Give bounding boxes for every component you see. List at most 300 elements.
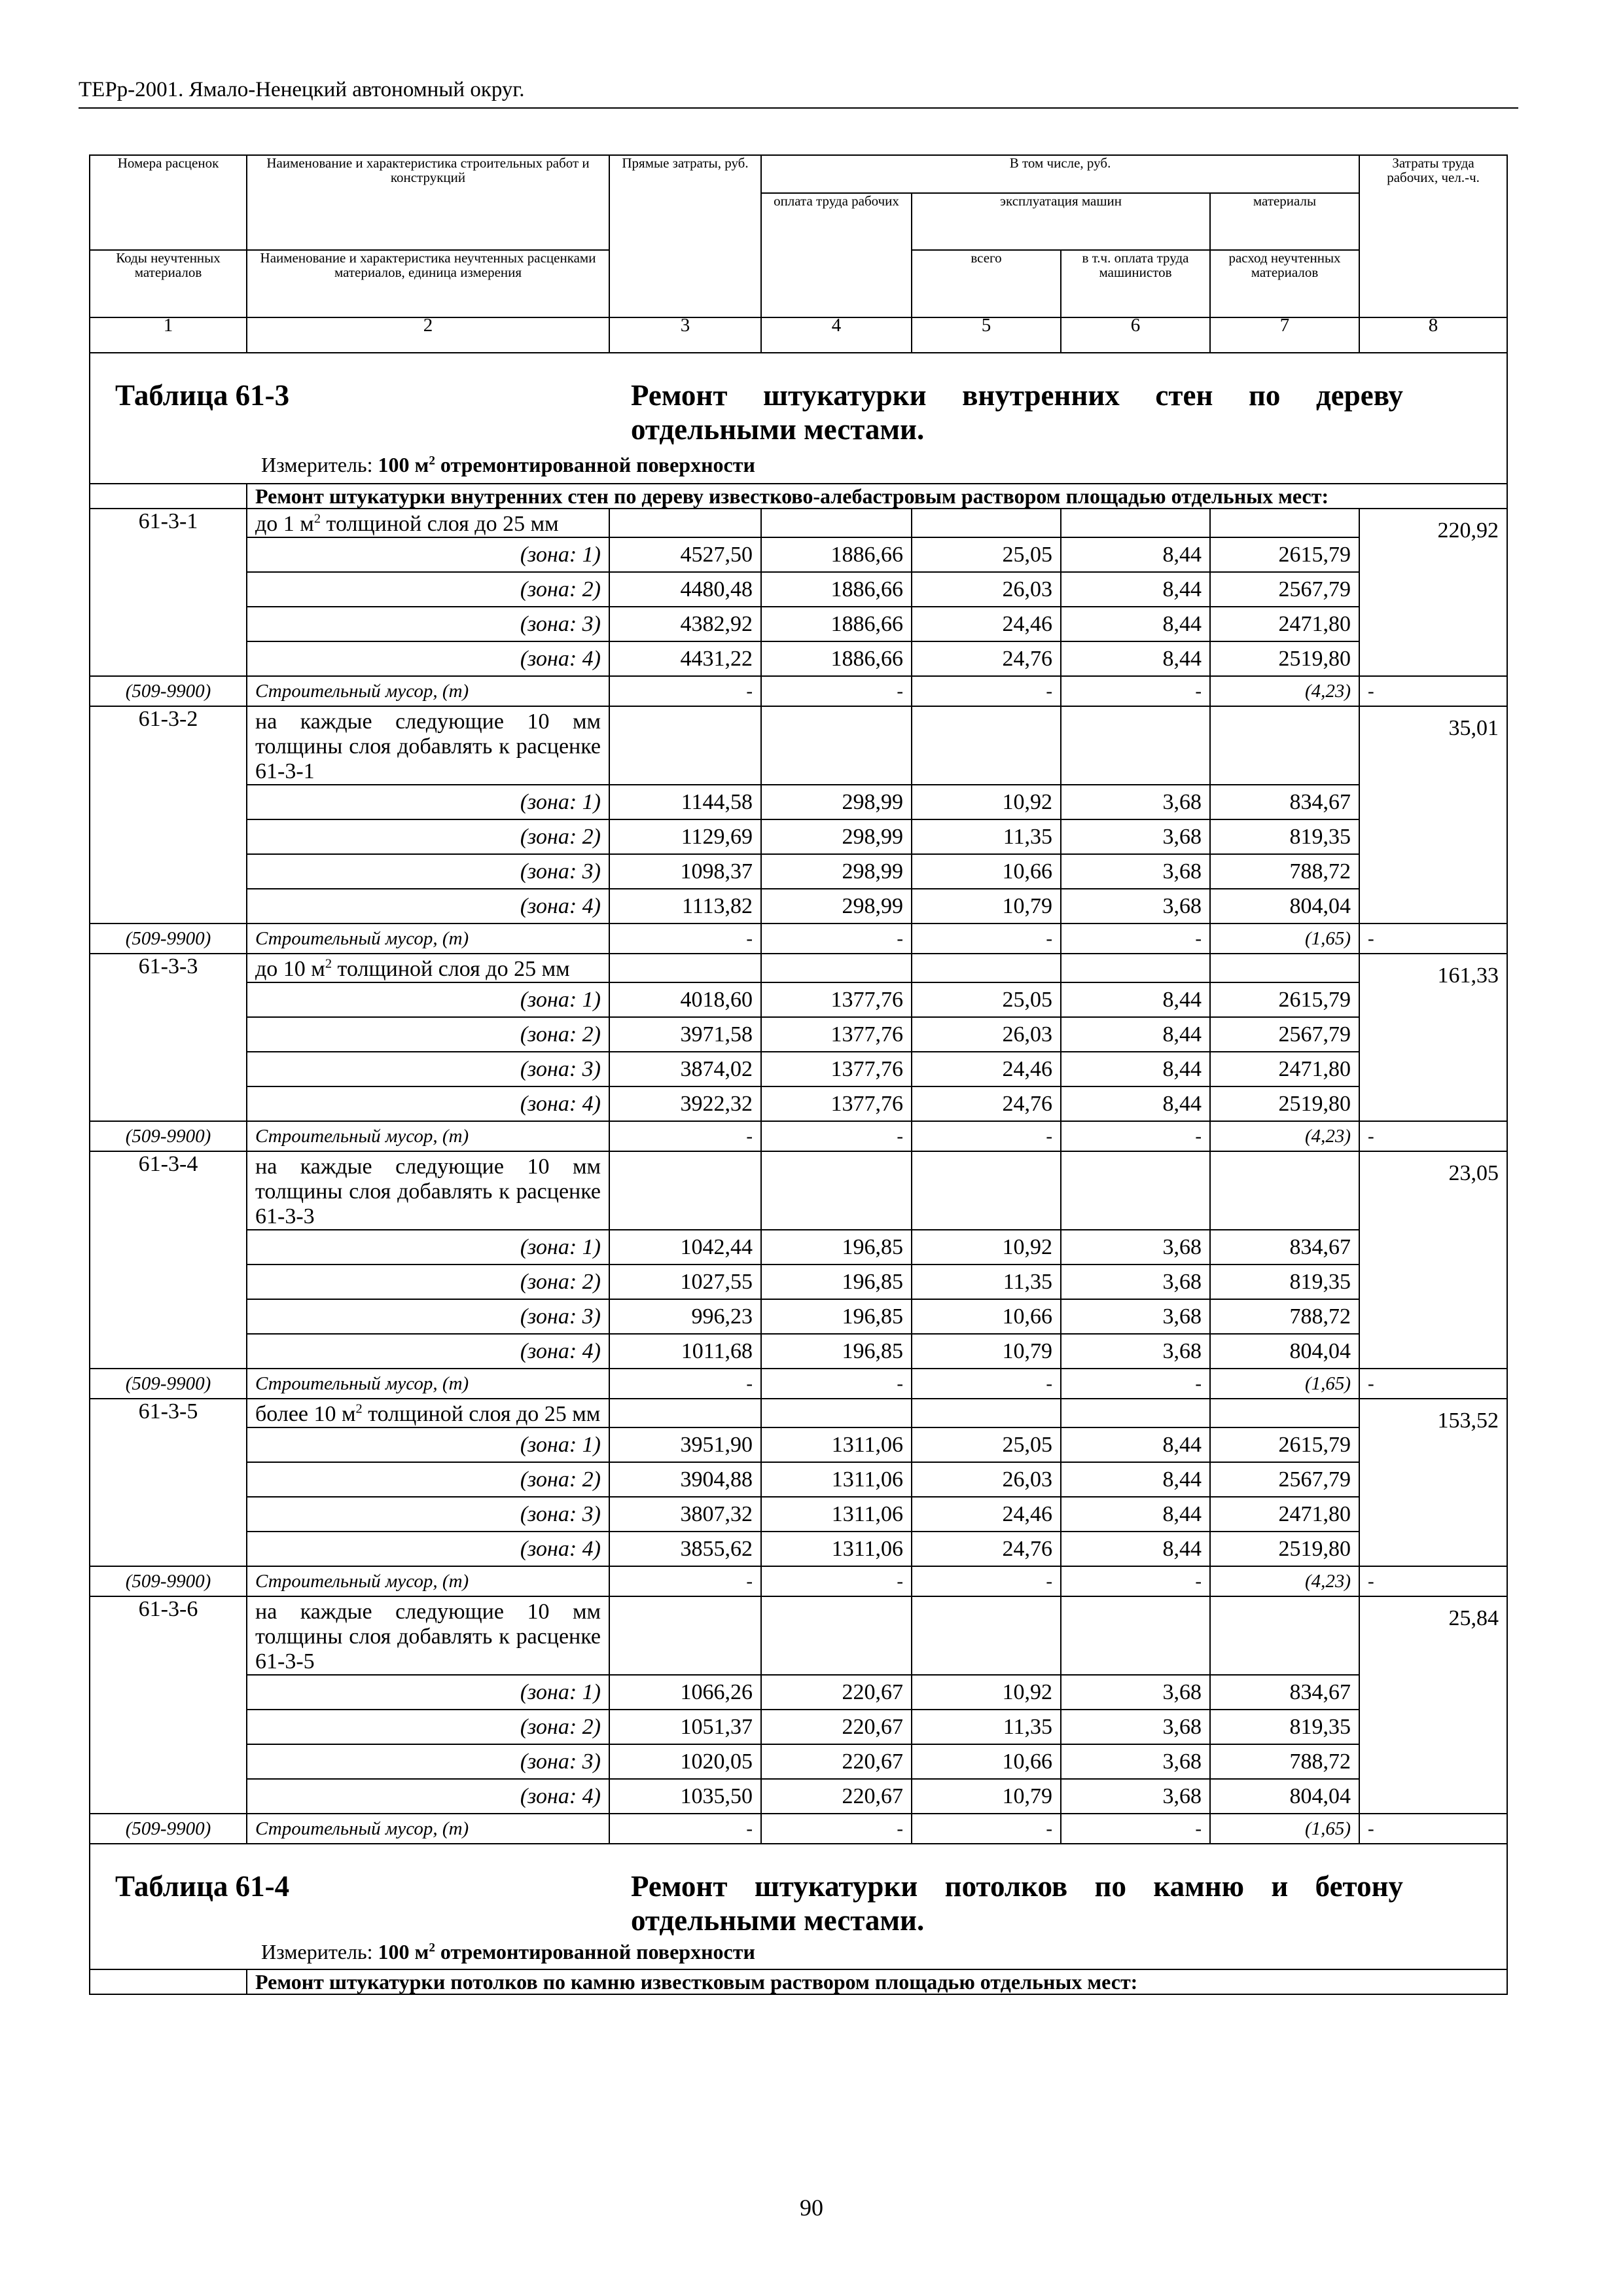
rate-description — [247, 1596, 609, 1675]
materials-cost: 788,72 — [1210, 854, 1359, 889]
material-code: (509-9900) — [90, 676, 247, 706]
direct-cost: 4382,92 — [609, 607, 761, 641]
machines-total: 10,92 — [912, 1230, 1061, 1265]
machines-total: 10,92 — [912, 1675, 1061, 1710]
rate-item-row — [90, 1596, 1507, 1675]
zone-row — [90, 1086, 1507, 1121]
material-name: Строительный мусор, (т) — [247, 676, 609, 706]
materials-cost: 2567,79 — [1210, 572, 1359, 607]
material-dash: - — [1359, 924, 1507, 954]
page-number: 90 — [800, 2195, 823, 2221]
material-dash: - — [1061, 1121, 1210, 1151]
zone-label: (зона: 4) — [247, 1086, 609, 1121]
col-number: 7 — [1210, 317, 1359, 353]
operators-pay: 3,68 — [1061, 1230, 1210, 1265]
desc-text: более 10 м — [255, 1402, 356, 1426]
zone-row — [90, 819, 1507, 854]
workers-pay: 1377,76 — [761, 982, 912, 1017]
table-name: Ремонт штукатурки внутренних стен по дереву отдельными местами. — [631, 379, 1403, 446]
zone-label: (зона: 3) — [247, 1744, 609, 1779]
zone-row — [90, 1710, 1507, 1744]
operators-pay: 8,44 — [1061, 641, 1210, 676]
zone-row — [90, 1427, 1507, 1462]
operators-pay: 3,68 — [1061, 1334, 1210, 1369]
machines-total: 10,79 — [912, 1334, 1061, 1369]
zone-label: (зона: 1) — [247, 785, 609, 819]
material-dash: - — [1359, 1814, 1507, 1844]
zone-label: (зона: 3) — [247, 1052, 609, 1086]
desc-text: на каждые следующие 10 мм толщины слоя добавлять к расценке 61-3-1 — [255, 709, 601, 783]
direct-cost: 996,23 — [609, 1299, 761, 1334]
material-dash: - — [609, 1814, 761, 1844]
materials-cost: 819,35 — [1210, 1265, 1359, 1299]
machines-total: 24,76 — [912, 641, 1061, 676]
zone-label: (зона: 1) — [247, 982, 609, 1017]
material-dash: - — [1359, 1369, 1507, 1399]
desc-sup: 2 — [355, 1401, 363, 1416]
desc-text-post: толщиной слоя до 25 мм — [326, 512, 559, 536]
workers-pay: 1311,06 — [761, 1427, 912, 1462]
operators-pay: 8,44 — [1061, 1497, 1210, 1532]
material-dash: - — [912, 1566, 1061, 1596]
table-meter — [261, 1940, 755, 1964]
meter-sup: 2 — [429, 1941, 435, 1955]
materials-cost: 819,35 — [1210, 819, 1359, 854]
machines-total: 11,35 — [912, 819, 1061, 854]
material-dash: - — [912, 1369, 1061, 1399]
zone-row — [90, 1675, 1507, 1710]
material-dash: - — [609, 1566, 761, 1596]
direct-cost: 3855,62 — [609, 1532, 761, 1566]
operators-pay: 8,44 — [1061, 1462, 1210, 1497]
zone-row — [90, 1744, 1507, 1779]
materials-cost: 834,67 — [1210, 1675, 1359, 1710]
zone-label: (зона: 1) — [247, 1675, 609, 1710]
col-number: 8 — [1359, 317, 1507, 353]
material-dash: - — [761, 1566, 912, 1596]
col-operators-pay: в т.ч. оплата труда машинистов — [1061, 250, 1210, 317]
zone-label: (зона: 4) — [247, 1779, 609, 1814]
workers-pay: 1886,66 — [761, 572, 912, 607]
section-title: Ремонт штукатурки потолков по камню известковым раствором площадью отдельных мест: — [247, 1969, 1507, 1994]
desc-sup: 2 — [325, 956, 332, 971]
direct-cost: 3874,02 — [609, 1052, 761, 1086]
material-dash: - — [912, 676, 1061, 706]
zone-label: (зона: 4) — [247, 641, 609, 676]
material-row — [90, 1566, 1507, 1596]
rate-item-row — [90, 1151, 1507, 1230]
workers-pay: 298,99 — [761, 819, 912, 854]
direct-cost: 1011,68 — [609, 1334, 761, 1369]
operators-pay: 8,44 — [1061, 982, 1210, 1017]
machines-total: 11,35 — [912, 1710, 1061, 1744]
rate-description — [247, 954, 609, 982]
operators-pay: 8,44 — [1061, 1052, 1210, 1086]
operators-pay: 3,68 — [1061, 785, 1210, 819]
zone-label: (зона: 2) — [247, 819, 609, 854]
operators-pay: 3,68 — [1061, 1779, 1210, 1814]
section-title: Ремонт штукатурки внутренних стен по дереву известково-алебастровым раствором площадью отдельных мест: — [247, 484, 1507, 509]
direct-cost: 3951,90 — [609, 1427, 761, 1462]
rate-code: 61-3-3 — [90, 954, 247, 1121]
zone-label: (зона: 2) — [247, 572, 609, 607]
rate-item-row — [90, 1399, 1507, 1427]
zone-label: (зона: 1) — [247, 537, 609, 572]
machines-total: 24,46 — [912, 607, 1061, 641]
zone-label: (зона: 2) — [247, 1462, 609, 1497]
col-work-name: Наименование и характеристика строительных работ и конструкций — [247, 155, 609, 250]
operators-pay: 3,68 — [1061, 854, 1210, 889]
section-row — [90, 1969, 1507, 1994]
rate-description — [247, 1151, 609, 1230]
zone-row — [90, 641, 1507, 676]
zone-label: (зона: 3) — [247, 607, 609, 641]
materials-cost: 2519,80 — [1210, 1532, 1359, 1566]
table-number: Таблица 61-3 — [115, 379, 290, 412]
machines-total: 10,79 — [912, 889, 1061, 924]
material-dash: - — [1359, 1121, 1507, 1151]
materials-cost: 804,04 — [1210, 1779, 1359, 1814]
direct-cost: 1113,82 — [609, 889, 761, 924]
material-name: Строительный мусор, (т) — [247, 1369, 609, 1399]
operators-pay: 3,68 — [1061, 889, 1210, 924]
machines-total: 25,05 — [912, 982, 1061, 1017]
material-code: (509-9900) — [90, 924, 247, 954]
workers-pay: 196,85 — [761, 1299, 912, 1334]
material-dash: - — [761, 1121, 912, 1151]
material-dash: - — [912, 1121, 1061, 1151]
materials-cost: 2471,80 — [1210, 1052, 1359, 1086]
zone-row — [90, 1532, 1507, 1566]
materials-cost: 788,72 — [1210, 1744, 1359, 1779]
operators-pay: 8,44 — [1061, 537, 1210, 572]
machines-total: 26,03 — [912, 572, 1061, 607]
material-name: Строительный мусор, (т) — [247, 1121, 609, 1151]
workers-pay: 220,67 — [761, 1744, 912, 1779]
material-code: (509-9900) — [90, 1814, 247, 1844]
material-name: Строительный мусор, (т) — [247, 1566, 609, 1596]
col-labor-costs: Затраты труда рабочих, чел.-ч. — [1359, 155, 1507, 317]
workers-pay: 1886,66 — [761, 537, 912, 572]
material-dash: - — [1061, 676, 1210, 706]
material-dash: - — [761, 1369, 912, 1399]
workers-pay: 196,85 — [761, 1265, 912, 1299]
col-material-names: Наименование и характеристика неучтенных расценками материалов, единица измерения — [247, 250, 609, 317]
col-workers-pay: оплата труда рабочих — [761, 193, 912, 317]
workers-pay: 298,99 — [761, 889, 912, 924]
table-title-block — [90, 1844, 1507, 1969]
direct-cost: 4431,22 — [609, 641, 761, 676]
zone-label: (зона: 2) — [247, 1710, 609, 1744]
machines-total: 10,66 — [912, 1299, 1061, 1334]
workers-pay: 1311,06 — [761, 1462, 912, 1497]
workers-pay: 1886,66 — [761, 641, 912, 676]
meter-rest: отремонтированной поверхности — [440, 453, 755, 476]
running-header — [79, 77, 1518, 109]
direct-cost: 3807,32 — [609, 1497, 761, 1532]
col-material-codes: Коды неучтенных материалов — [90, 250, 247, 317]
desc-text: на каждые следующие 10 мм толщины слоя добавлять к расценке 61-3-3 — [255, 1155, 601, 1229]
rate-code: 61-3-1 — [90, 509, 247, 676]
operators-pay: 3,68 — [1061, 1265, 1210, 1299]
col-including: В том числе, руб. — [761, 155, 1359, 193]
materials-cost: 2567,79 — [1210, 1017, 1359, 1052]
direct-cost: 1129,69 — [609, 819, 761, 854]
operators-pay: 8,44 — [1061, 1532, 1210, 1566]
material-row — [90, 676, 1507, 706]
zone-label: (зона: 2) — [247, 1017, 609, 1052]
direct-cost: 1035,50 — [609, 1779, 761, 1814]
zone-row — [90, 572, 1507, 607]
labor-value: 23,05 — [1359, 1151, 1507, 1369]
meter-value: 100 м — [378, 453, 429, 476]
materials-cost: 834,67 — [1210, 1230, 1359, 1265]
labor-value: 25,84 — [1359, 1596, 1507, 1814]
material-dash: - — [1359, 676, 1507, 706]
labor-value: 153,52 — [1359, 1399, 1507, 1566]
table-title-block — [90, 353, 1507, 484]
machines-total: 10,92 — [912, 785, 1061, 819]
material-dash: - — [1061, 924, 1210, 954]
materials-cost: 804,04 — [1210, 1334, 1359, 1369]
materials-cost: 2471,80 — [1210, 607, 1359, 641]
operators-pay: 3,68 — [1061, 1299, 1210, 1334]
meter-label: Измеритель: — [261, 1940, 373, 1964]
section-row — [90, 484, 1507, 509]
col-total: всего — [912, 250, 1061, 317]
zone-row — [90, 1462, 1507, 1497]
zone-label: (зона: 3) — [247, 1299, 609, 1334]
workers-pay: 298,99 — [761, 785, 912, 819]
machines-total: 26,03 — [912, 1462, 1061, 1497]
material-dash: - — [609, 1121, 761, 1151]
workers-pay: 1377,76 — [761, 1017, 912, 1052]
rate-item-row — [90, 954, 1507, 982]
material-code: (509-9900) — [90, 1369, 247, 1399]
labor-value: 220,92 — [1359, 509, 1507, 676]
col-unaccounted-materials: расход неучтенных материалов — [1210, 250, 1359, 317]
operators-pay: 3,68 — [1061, 1744, 1210, 1779]
direct-cost: 1066,26 — [609, 1675, 761, 1710]
workers-pay: 220,67 — [761, 1779, 912, 1814]
operators-pay: 8,44 — [1061, 1017, 1210, 1052]
machines-total: 26,03 — [912, 1017, 1061, 1052]
table-number: Таблица 61-4 — [115, 1870, 290, 1903]
material-dash: - — [1359, 1566, 1507, 1596]
col-number: 1 — [90, 317, 247, 353]
operators-pay: 3,68 — [1061, 1710, 1210, 1744]
machines-total: 10,66 — [912, 854, 1061, 889]
machines-total: 11,35 — [912, 1265, 1061, 1299]
zone-row — [90, 1230, 1507, 1265]
workers-pay: 1311,06 — [761, 1497, 912, 1532]
zone-label: (зона: 2) — [247, 1265, 609, 1299]
direct-cost: 1027,55 — [609, 1265, 761, 1299]
zone-row — [90, 537, 1507, 572]
direct-cost: 4018,60 — [609, 982, 761, 1017]
material-amount: (4,23) — [1210, 1121, 1359, 1151]
materials-cost: 2615,79 — [1210, 982, 1359, 1017]
zone-label: (зона: 4) — [247, 1532, 609, 1566]
zone-row — [90, 1779, 1507, 1814]
material-amount: (1,65) — [1210, 1369, 1359, 1399]
direct-cost: 3904,88 — [609, 1462, 761, 1497]
operators-pay: 8,44 — [1061, 572, 1210, 607]
machines-total: 24,76 — [912, 1532, 1061, 1566]
direct-cost: 1098,37 — [609, 854, 761, 889]
workers-pay: 1377,76 — [761, 1086, 912, 1121]
machines-total: 25,05 — [912, 537, 1061, 572]
col-number: 4 — [761, 317, 912, 353]
zone-row — [90, 1497, 1507, 1532]
col-machine-operation: эксплуатация машин — [912, 193, 1210, 250]
running-header-text: ТЕРр-2001. Ямало-Ненецкий автономный округ. — [79, 78, 525, 101]
rate-code: 61-3-4 — [90, 1151, 247, 1369]
material-dash: - — [1061, 1814, 1210, 1844]
zone-label: (зона: 4) — [247, 1334, 609, 1369]
direct-cost: 4480,48 — [609, 572, 761, 607]
material-name: Строительный мусор, (т) — [247, 1814, 609, 1844]
materials-cost: 2519,80 — [1210, 1086, 1359, 1121]
rate-code: 61-3-2 — [90, 706, 247, 924]
rates-table — [89, 154, 1508, 1995]
workers-pay: 196,85 — [761, 1334, 912, 1369]
material-row — [90, 1814, 1507, 1844]
operators-pay: 3,68 — [1061, 819, 1210, 854]
materials-cost: 2519,80 — [1210, 641, 1359, 676]
material-dash: - — [609, 924, 761, 954]
rate-description — [247, 509, 609, 537]
table-body — [90, 353, 1507, 1994]
zone-label: (зона: 4) — [247, 889, 609, 924]
material-row — [90, 1369, 1507, 1399]
material-code: (509-9900) — [90, 1566, 247, 1596]
machines-total: 10,79 — [912, 1779, 1061, 1814]
material-dash: - — [609, 676, 761, 706]
materials-cost: 834,67 — [1210, 785, 1359, 819]
materials-cost: 2615,79 — [1210, 1427, 1359, 1462]
workers-pay: 298,99 — [761, 854, 912, 889]
material-dash: - — [761, 676, 912, 706]
workers-pay: 196,85 — [761, 1230, 912, 1265]
rate-description — [247, 1399, 609, 1427]
zone-row — [90, 607, 1507, 641]
table-meter — [261, 453, 755, 477]
machines-total: 24,46 — [912, 1052, 1061, 1086]
rate-code: 61-3-6 — [90, 1596, 247, 1814]
col-rate-numbers: Номера расценок — [90, 155, 247, 250]
zone-row — [90, 982, 1507, 1017]
labor-value: 35,01 — [1359, 706, 1507, 924]
zone-row — [90, 854, 1507, 889]
operators-pay: 8,44 — [1061, 607, 1210, 641]
material-dash: - — [912, 1814, 1061, 1844]
materials-cost: 2615,79 — [1210, 537, 1359, 572]
col-number: 5 — [912, 317, 1061, 353]
material-dash: - — [1061, 1369, 1210, 1399]
meter-sup: 2 — [429, 454, 435, 468]
direct-cost: 3922,32 — [609, 1086, 761, 1121]
desc-text-post: толщиной слоя до 25 мм — [368, 1402, 601, 1426]
material-amount: (4,23) — [1210, 676, 1359, 706]
zone-row — [90, 1017, 1507, 1052]
meter-value: 100 м — [378, 1940, 429, 1964]
material-name: Строительный мусор, (т) — [247, 924, 609, 954]
col-direct-costs: Прямые затраты, руб. — [609, 155, 761, 317]
zone-label: (зона: 1) — [247, 1230, 609, 1265]
col-number: 3 — [609, 317, 761, 353]
rate-code: 61-3-5 — [90, 1399, 247, 1566]
machines-total: 25,05 — [912, 1427, 1061, 1462]
workers-pay: 220,67 — [761, 1710, 912, 1744]
meter-label: Измеритель: — [261, 453, 373, 476]
table-name: Ремонт штукатурки потолков по камню и бетону отдельными местами. — [631, 1870, 1403, 1937]
machines-total: 24,46 — [912, 1497, 1061, 1532]
desc-text: до 1 м — [255, 512, 314, 536]
zone-row — [90, 889, 1507, 924]
material-row — [90, 1121, 1507, 1151]
workers-pay: 220,67 — [761, 1675, 912, 1710]
rate-description — [247, 706, 609, 785]
col-number: 6 — [1061, 317, 1210, 353]
zone-row — [90, 1265, 1507, 1299]
workers-pay: 1311,06 — [761, 1532, 912, 1566]
labor-value: 161,33 — [1359, 954, 1507, 1121]
desc-sup: 2 — [313, 511, 321, 526]
workers-pay: 1377,76 — [761, 1052, 912, 1086]
machines-total: 10,66 — [912, 1744, 1061, 1779]
direct-cost: 1144,58 — [609, 785, 761, 819]
rate-item-row — [90, 706, 1507, 785]
material-dash: - — [912, 924, 1061, 954]
zone-label: (зона: 3) — [247, 854, 609, 889]
materials-cost: 2471,80 — [1210, 1497, 1359, 1532]
machines-total: 24,76 — [912, 1086, 1061, 1121]
desc-text: на каждые следующие 10 мм толщины слоя добавлять к расценке 61-3-5 — [255, 1600, 601, 1674]
table-header — [90, 155, 1507, 353]
zone-row — [90, 1334, 1507, 1369]
material-dash: - — [609, 1369, 761, 1399]
operators-pay: 8,44 — [1061, 1427, 1210, 1462]
desc-text: до 10 м — [255, 957, 325, 981]
rate-item-row — [90, 509, 1507, 537]
direct-cost: 3971,58 — [609, 1017, 761, 1052]
materials-cost: 788,72 — [1210, 1299, 1359, 1334]
material-amount: (1,65) — [1210, 924, 1359, 954]
material-amount: (4,23) — [1210, 1566, 1359, 1596]
meter-rest: отремонтированной поверхности — [440, 1940, 755, 1964]
materials-cost: 819,35 — [1210, 1710, 1359, 1744]
material-amount: (1,65) — [1210, 1814, 1359, 1844]
materials-cost: 2567,79 — [1210, 1462, 1359, 1497]
zone-row — [90, 785, 1507, 819]
materials-cost: 804,04 — [1210, 889, 1359, 924]
material-dash: - — [1061, 1566, 1210, 1596]
direct-cost: 1051,37 — [609, 1710, 761, 1744]
operators-pay: 8,44 — [1061, 1086, 1210, 1121]
zone-label: (зона: 3) — [247, 1497, 609, 1532]
operators-pay: 3,68 — [1061, 1675, 1210, 1710]
direct-cost: 4527,50 — [609, 537, 761, 572]
direct-cost: 1020,05 — [609, 1744, 761, 1779]
material-code: (509-9900) — [90, 1121, 247, 1151]
zone-row — [90, 1299, 1507, 1334]
material-dash: - — [761, 924, 912, 954]
workers-pay: 1886,66 — [761, 607, 912, 641]
material-dash: - — [761, 1814, 912, 1844]
desc-text-post: толщиной слоя до 25 мм — [337, 957, 570, 981]
material-row — [90, 924, 1507, 954]
